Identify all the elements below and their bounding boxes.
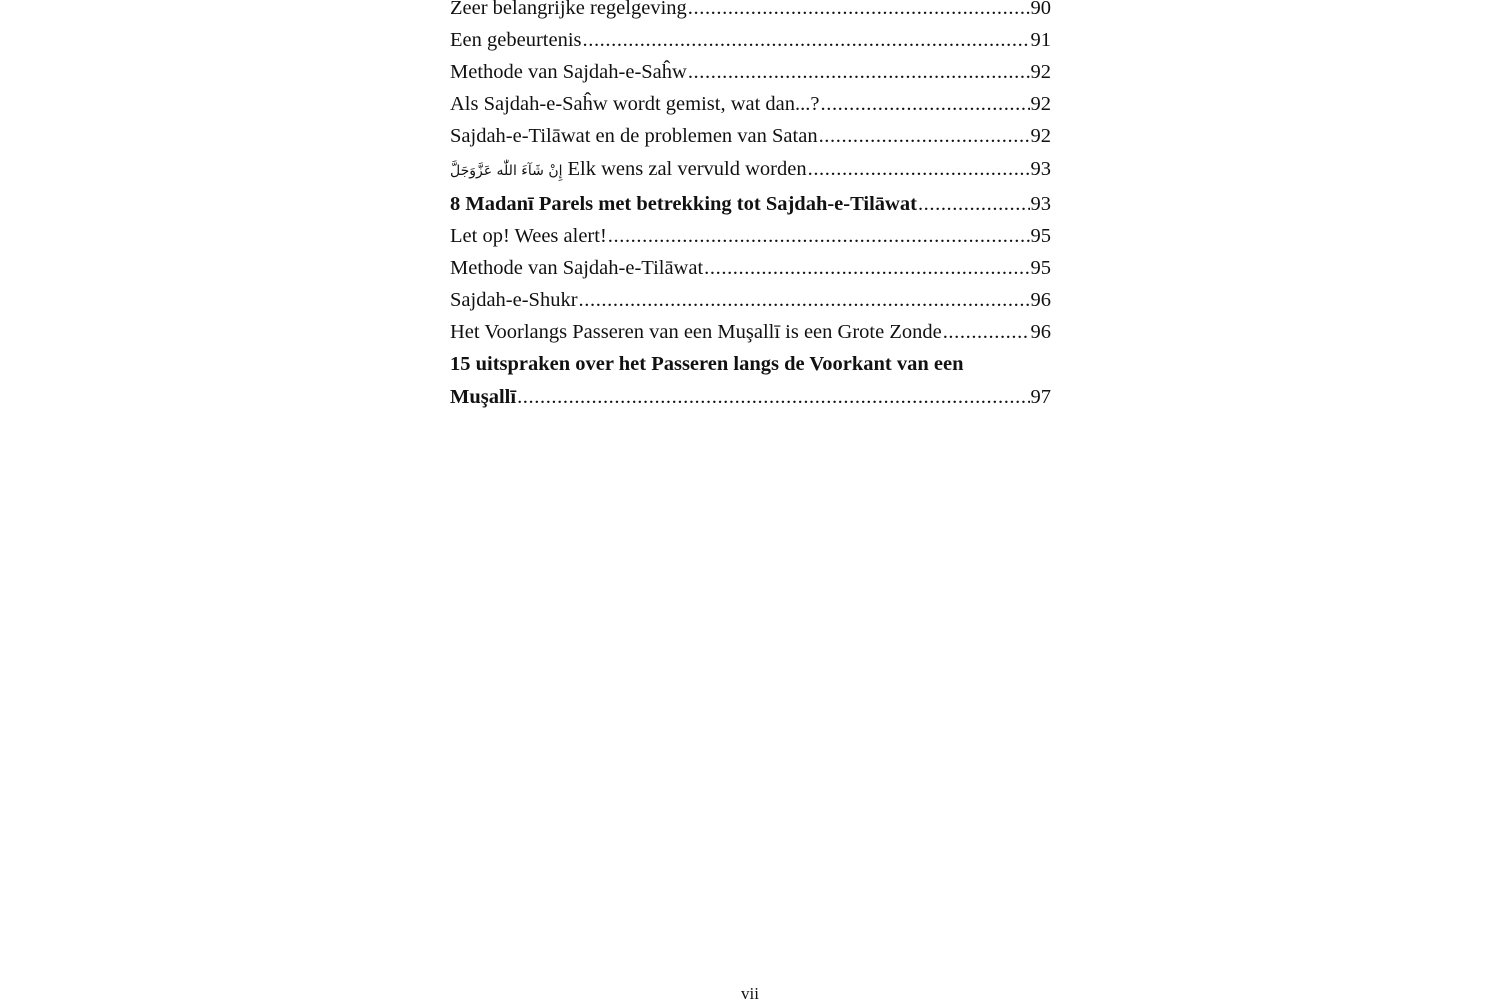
dot-leader bbox=[517, 381, 1029, 413]
toc-entry-title: Als Sajdah-e-Saĥw wordt gemist, wat dan...? bbox=[450, 93, 820, 115]
toc-entry[interactable] bbox=[450, 88, 1051, 120]
toc-entry-page: 92 bbox=[1030, 93, 1051, 115]
dot-leader bbox=[819, 120, 1030, 152]
toc-entry[interactable] bbox=[450, 316, 1051, 348]
dot-leader bbox=[688, 56, 1030, 88]
toc-entry-title: Elk wens zal vervuld worden bbox=[567, 158, 807, 180]
toc-entry-page: 96 bbox=[1030, 321, 1051, 343]
toc-entry-title: Sajdah-e-Shukr bbox=[450, 289, 578, 311]
toc-entry[interactable] bbox=[450, 56, 1051, 88]
page-number: vii bbox=[741, 984, 759, 1003]
toc-entry-page: 91 bbox=[1030, 29, 1051, 51]
toc-entry-page: 93 bbox=[1030, 158, 1051, 180]
toc-entry-title: Sajdah-e-Tilāwat en de problemen van Satan bbox=[450, 125, 818, 147]
dot-leader bbox=[608, 220, 1030, 252]
toc-entry-title: Een gebeurtenis bbox=[450, 29, 582, 51]
toc-entry-page: 90 bbox=[1030, 0, 1051, 19]
dot-leader bbox=[688, 0, 1030, 24]
toc-entry[interactable] bbox=[450, 220, 1051, 252]
arabic-phrase: إِنْ شَآءَ اللّٰه عَزَّوَجَلَّ bbox=[450, 163, 563, 179]
toc-entry[interactable] bbox=[450, 0, 1051, 24]
toc-entry-title: 8 Madanī Parels met betrekking tot Sajdah-e-Tilāwat bbox=[450, 193, 917, 215]
dot-leader bbox=[704, 252, 1029, 284]
dot-leader bbox=[821, 88, 1030, 120]
toc-entry-page: 97 bbox=[1030, 386, 1051, 408]
toc-entry[interactable] bbox=[450, 252, 1051, 284]
toc-entry-title: Methode van Sajdah-e-Saĥw bbox=[450, 61, 687, 83]
toc-entry-section[interactable] bbox=[450, 188, 1051, 220]
toc-entry-title: Methode van Sajdah-e-Tilāwat bbox=[450, 257, 704, 279]
table-of-contents bbox=[450, 0, 1051, 413]
dot-leader bbox=[918, 188, 1030, 220]
toc-entry-page: 92 bbox=[1030, 125, 1051, 147]
dot-leader bbox=[579, 284, 1030, 316]
dot-leader bbox=[583, 24, 1030, 56]
toc-entry[interactable] bbox=[450, 152, 1051, 188]
toc-entry-title-line2: Muşallī bbox=[450, 386, 517, 408]
toc-entry-section[interactable] bbox=[450, 348, 1051, 413]
toc-entry-title: Het Voorlangs Passeren van een Muşallī is een Grote Zonde bbox=[450, 321, 942, 343]
toc-entry-title: Let op! Wees alert! bbox=[450, 225, 607, 247]
toc-entry-page: 92 bbox=[1030, 61, 1051, 83]
toc-entry-last-line bbox=[450, 381, 1051, 413]
toc-entry-page: 93 bbox=[1030, 193, 1051, 215]
toc-entry[interactable] bbox=[450, 284, 1051, 316]
dot-leader bbox=[808, 152, 1030, 186]
dot-leader bbox=[943, 316, 1030, 348]
toc-entry-title-group bbox=[450, 152, 807, 188]
toc-entry[interactable] bbox=[450, 120, 1051, 152]
toc-entry[interactable] bbox=[450, 24, 1051, 56]
toc-entry-title-line1: 15 uitspraken over het Passeren langs de Voorkant van een bbox=[450, 353, 964, 375]
toc-entry-page: 95 bbox=[1030, 257, 1051, 279]
toc-entry-page: 95 bbox=[1030, 225, 1051, 247]
toc-entry-title: Zeer belangrijke regelgeving bbox=[450, 0, 687, 19]
toc-entry-page: 96 bbox=[1030, 289, 1051, 311]
